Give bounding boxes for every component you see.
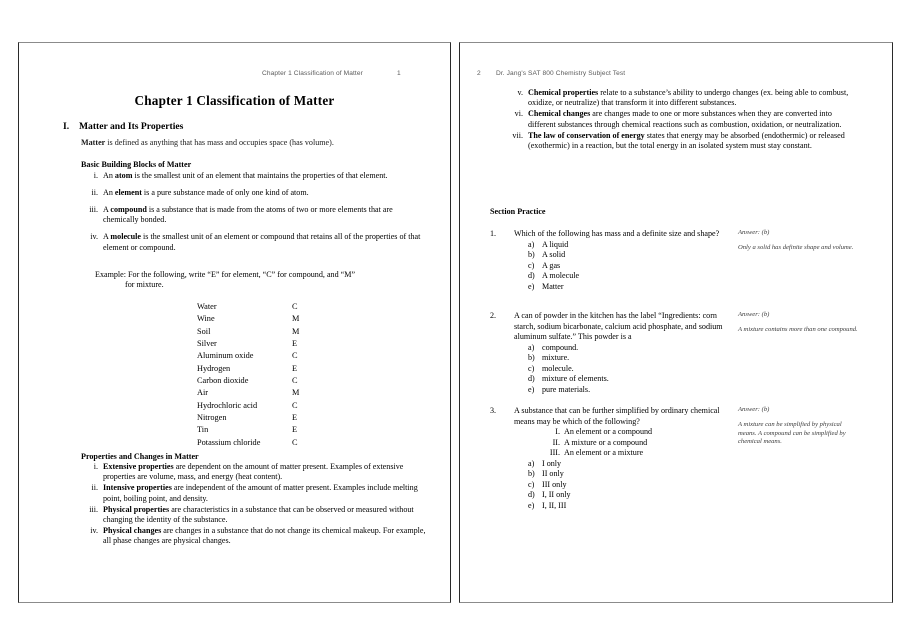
substance-code: E bbox=[292, 339, 298, 349]
page-left-content bbox=[19, 43, 450, 602]
list-marker: v. bbox=[517, 88, 523, 97]
choice-option[interactable] bbox=[514, 385, 729, 396]
substance-name: Hydrogen bbox=[197, 363, 231, 373]
answer-explanation: A mixture contains more than one compound. bbox=[738, 326, 858, 334]
list-item-term: Chemical properties bbox=[528, 88, 599, 97]
substance-name: Tin bbox=[197, 425, 209, 435]
list-item-text: states that energy may be absorbed (endothermic) or released (exothermic) in a reaction, but the total energy in an isolated system must stay constant. bbox=[528, 130, 845, 151]
page-number-right: 2 bbox=[477, 70, 481, 77]
table-row bbox=[197, 350, 312, 362]
substance-code: C bbox=[292, 400, 298, 410]
choice-text: I, II only bbox=[542, 490, 571, 499]
answer-key: Answer: (b) bbox=[738, 311, 770, 318]
list-item-term: Intensive properties bbox=[103, 483, 172, 493]
matter-definition-paragraph bbox=[81, 138, 421, 148]
choice-option[interactable] bbox=[514, 501, 729, 512]
substance-code: E bbox=[292, 425, 298, 435]
question-block bbox=[490, 311, 870, 395]
list-marker: iii. bbox=[89, 204, 98, 214]
roman-options bbox=[514, 427, 729, 459]
example-table-body bbox=[197, 301, 312, 449]
question-block bbox=[490, 406, 870, 511]
matter-definition-text: is defined as anything that has mass and occupies space (has volume). bbox=[105, 138, 334, 147]
choice-option[interactable] bbox=[514, 374, 729, 385]
list-item-term: compound bbox=[110, 204, 147, 214]
substance-code: C bbox=[292, 302, 298, 311]
roman-label: I. bbox=[555, 427, 560, 436]
substance-code: C bbox=[292, 351, 298, 361]
list-marker: vii. bbox=[512, 130, 523, 140]
choice-option[interactable] bbox=[514, 353, 729, 364]
list-item-text: are changes in a substance that do not change its chemical makeup. For example, all phase changes are physical changes. bbox=[103, 525, 426, 546]
question-stem: A substance that can be further simplified by ordinary chemical means may be which of the following? bbox=[514, 406, 720, 426]
list-item-term: The law of conservation of energy bbox=[528, 130, 645, 140]
list-item-prefix: An bbox=[103, 187, 115, 197]
list-item bbox=[81, 483, 429, 504]
choice-option[interactable] bbox=[514, 271, 729, 282]
list-marker: ii. bbox=[91, 483, 98, 493]
question-block bbox=[490, 229, 870, 292]
table-row bbox=[197, 363, 312, 375]
roman-text: A mixture or a compound bbox=[564, 437, 648, 447]
choice-text: A liquid bbox=[542, 239, 569, 249]
roman-option bbox=[514, 448, 729, 459]
answer-explanation: A mixture can be simplified by physical means. A compound can be simplified by chemical means. bbox=[738, 421, 846, 446]
substance-name: Hydrochloric acid bbox=[197, 400, 258, 410]
list-item bbox=[81, 526, 429, 547]
substance-name: Potassium chloride bbox=[197, 437, 261, 447]
list-item bbox=[81, 462, 429, 483]
choice-text: A solid bbox=[542, 250, 566, 259]
choice-text: pure materials. bbox=[542, 384, 591, 394]
substance-code: E bbox=[292, 363, 298, 373]
page-left bbox=[18, 42, 451, 603]
substance-name: Silver bbox=[197, 339, 217, 349]
roman-text: An element or a mixture bbox=[564, 448, 644, 457]
list-marker: i. bbox=[93, 171, 98, 180]
substance-code: M bbox=[292, 314, 300, 324]
list-item bbox=[81, 505, 429, 526]
list-marker: vi. bbox=[514, 109, 523, 119]
choice-text: A gas bbox=[542, 260, 561, 270]
answer-choices bbox=[514, 343, 729, 396]
section-numeral: I. bbox=[63, 121, 70, 132]
list-marker: i. bbox=[93, 462, 98, 471]
answer-choices bbox=[514, 459, 729, 512]
question-stem: A can of powder in the kitchen has the label “Ingredients: corn starch, sodium bicarbonate, calcium acid phosphate, and sodium aluminum sulfate.” This powder is a bbox=[514, 311, 723, 341]
table-row bbox=[197, 412, 312, 424]
list-item-text: is a substance that is made from the atoms of two or more elements that are chemically bonded. bbox=[103, 204, 393, 225]
list-marker: iv. bbox=[90, 525, 98, 535]
substance-name: Carbon dioxide bbox=[197, 376, 249, 386]
answer-key: Answer: (b) bbox=[738, 229, 770, 236]
table-row bbox=[197, 424, 312, 436]
list-item-term: atom bbox=[114, 171, 133, 180]
list-item-prefix: An bbox=[103, 171, 115, 180]
substance-name: Wine bbox=[197, 314, 215, 324]
choice-option[interactable] bbox=[514, 490, 729, 501]
properties-list bbox=[81, 462, 429, 547]
list-item-prefix: A bbox=[103, 232, 111, 242]
example-line-2: for mixture. bbox=[125, 280, 164, 290]
section-heading bbox=[63, 121, 183, 132]
page-number-left: 1 bbox=[397, 70, 401, 77]
choice-text: III only bbox=[542, 479, 567, 489]
choice-option[interactable] bbox=[514, 480, 729, 491]
list-item-text: is the smallest unit of an element that maintains the properties of that element. bbox=[132, 171, 388, 180]
choice-label: d) bbox=[528, 490, 535, 499]
list-item-term: molecule bbox=[110, 232, 141, 242]
answer-key: Answer: (b) bbox=[738, 406, 770, 413]
choice-text: I, II, III bbox=[542, 500, 567, 510]
list-item-term: Extensive properties bbox=[103, 462, 174, 471]
choice-option[interactable] bbox=[514, 364, 729, 375]
list-item-text: are independent of the amount of matter present. Examples include melting point, boiling point, and density. bbox=[103, 483, 418, 503]
choice-text: molecule. bbox=[542, 363, 574, 373]
question-number: 1. bbox=[490, 229, 497, 238]
choice-label: b) bbox=[528, 469, 535, 478]
choice-label: e) bbox=[528, 500, 535, 510]
choice-label: d) bbox=[528, 374, 535, 383]
choice-text: compound. bbox=[542, 342, 579, 352]
choice-text: Matter bbox=[542, 281, 564, 291]
chapter-title: Chapter 1 Classification of Matter bbox=[134, 93, 335, 108]
choice-text: A molecule bbox=[542, 271, 580, 280]
table-row bbox=[197, 437, 312, 449]
answer-annotation bbox=[738, 229, 858, 253]
basic-blocks-list bbox=[81, 171, 429, 259]
list-item bbox=[81, 188, 429, 198]
answer-annotation bbox=[738, 406, 858, 447]
list-item-text: is a pure substance made of only one kind of atom. bbox=[141, 187, 309, 197]
choice-label: a) bbox=[528, 342, 535, 352]
substance-code: M bbox=[292, 326, 300, 336]
list-item-term: element bbox=[114, 187, 142, 197]
answer-choices bbox=[514, 240, 729, 293]
table-row bbox=[197, 338, 312, 350]
choice-option[interactable] bbox=[514, 240, 729, 251]
example-line-1: Example: For the following, write “E” for element, “C” for compound, and “M” bbox=[95, 270, 356, 279]
substance-name: Soil bbox=[197, 326, 211, 336]
section-heading-label: Matter and Its Properties bbox=[79, 121, 184, 132]
list-marker: ii. bbox=[91, 187, 98, 197]
basic-blocks-heading: Basic Building Blocks of Matter bbox=[81, 160, 192, 169]
choice-label: c) bbox=[528, 260, 535, 270]
table-row bbox=[197, 301, 312, 313]
list-item bbox=[81, 232, 429, 253]
substance-code: M bbox=[292, 388, 300, 398]
list-item-text: is the smallest unit of an element or compound that retains all of the properties of that element or compound. bbox=[103, 232, 421, 252]
table-row bbox=[197, 400, 312, 412]
running-header-left: Chapter 1 Classification of Matter bbox=[262, 70, 363, 77]
choice-label: e) bbox=[528, 384, 535, 394]
list-item bbox=[506, 131, 856, 152]
substance-name: Water bbox=[197, 302, 217, 311]
list-item-term: Physical changes bbox=[103, 525, 162, 535]
choice-option[interactable] bbox=[514, 459, 729, 470]
choice-text: II only bbox=[542, 469, 564, 478]
list-item-text: are changes made to one or more substances when they are converted into different substances through chemical reactions such as combustion, oxidation, or neutralization. bbox=[528, 109, 842, 129]
properties-heading: Properties and Changes in Matter bbox=[81, 452, 199, 461]
substance-name: Nitrogen bbox=[197, 413, 227, 423]
list-item bbox=[81, 171, 429, 181]
page-right bbox=[459, 42, 893, 603]
roman-option bbox=[514, 438, 729, 449]
substance-code: C bbox=[292, 437, 298, 447]
roman-label: II. bbox=[552, 437, 560, 447]
matter-term: Matter bbox=[81, 138, 106, 147]
answer-explanation: Only a solid has definite shape and volume. bbox=[738, 244, 854, 252]
question-number: 3. bbox=[490, 406, 497, 415]
question-number: 2. bbox=[490, 311, 497, 320]
choice-label: b) bbox=[528, 250, 535, 259]
answer-annotation bbox=[738, 311, 858, 335]
list-item-term: Physical properties bbox=[103, 504, 170, 514]
choice-label: a) bbox=[528, 239, 535, 249]
table-row bbox=[197, 313, 312, 325]
substance-code: E bbox=[292, 413, 298, 423]
list-item bbox=[81, 205, 429, 226]
list-item bbox=[506, 88, 856, 109]
roman-label: III. bbox=[549, 448, 560, 457]
choice-text: mixture of elements. bbox=[542, 374, 609, 383]
list-item-term: Chemical changes bbox=[528, 109, 591, 119]
table-row bbox=[197, 326, 312, 338]
roman-option bbox=[514, 427, 729, 438]
choice-label: a) bbox=[528, 458, 535, 468]
example-prompt bbox=[95, 270, 425, 291]
choice-label: c) bbox=[528, 363, 535, 373]
substance-name: Aluminum oxide bbox=[197, 351, 254, 361]
example-table bbox=[197, 301, 312, 449]
section-practice-heading: Section Practice bbox=[490, 207, 546, 216]
continued-properties-list bbox=[506, 88, 856, 152]
choice-option[interactable] bbox=[514, 250, 729, 261]
list-item-text: relate to a substance’s ability to undergo changes (ex. being able to combust, oxidize, or neutralize) that transform it into different substances. bbox=[528, 88, 849, 108]
list-item-text: are dependent on the amount of matter present. Examples of extensive properties are volume, mass, and energy (heat content). bbox=[103, 462, 404, 482]
table-row bbox=[197, 387, 312, 399]
choice-option[interactable] bbox=[514, 282, 729, 293]
roman-text: An element or a compound bbox=[564, 427, 653, 436]
list-marker: iii. bbox=[89, 504, 98, 514]
substance-name: Air bbox=[197, 388, 209, 398]
choice-label: e) bbox=[528, 281, 535, 291]
page-right-content bbox=[460, 43, 892, 602]
choice-text: mixture. bbox=[542, 353, 570, 362]
table-row bbox=[197, 375, 312, 387]
list-item bbox=[506, 109, 856, 130]
list-marker: iv. bbox=[90, 232, 98, 242]
choice-option[interactable] bbox=[514, 469, 729, 480]
choice-label: b) bbox=[528, 353, 535, 362]
running-header-right: Dr. Jang's SAT 800 Chemistry Subject Test bbox=[496, 70, 626, 77]
choice-label: c) bbox=[528, 479, 535, 489]
choice-label: d) bbox=[528, 271, 535, 280]
substance-code: C bbox=[292, 376, 298, 386]
choice-option[interactable] bbox=[514, 343, 729, 354]
list-item-prefix: A bbox=[103, 204, 111, 214]
choice-option[interactable] bbox=[514, 261, 729, 272]
question-stem: Which of the following has mass and a definite size and shape? bbox=[514, 229, 720, 238]
choice-text: I only bbox=[542, 458, 562, 468]
list-item-text: are characteristics in a substance that can be observed or measured without changing the identity of the substance. bbox=[103, 504, 414, 525]
